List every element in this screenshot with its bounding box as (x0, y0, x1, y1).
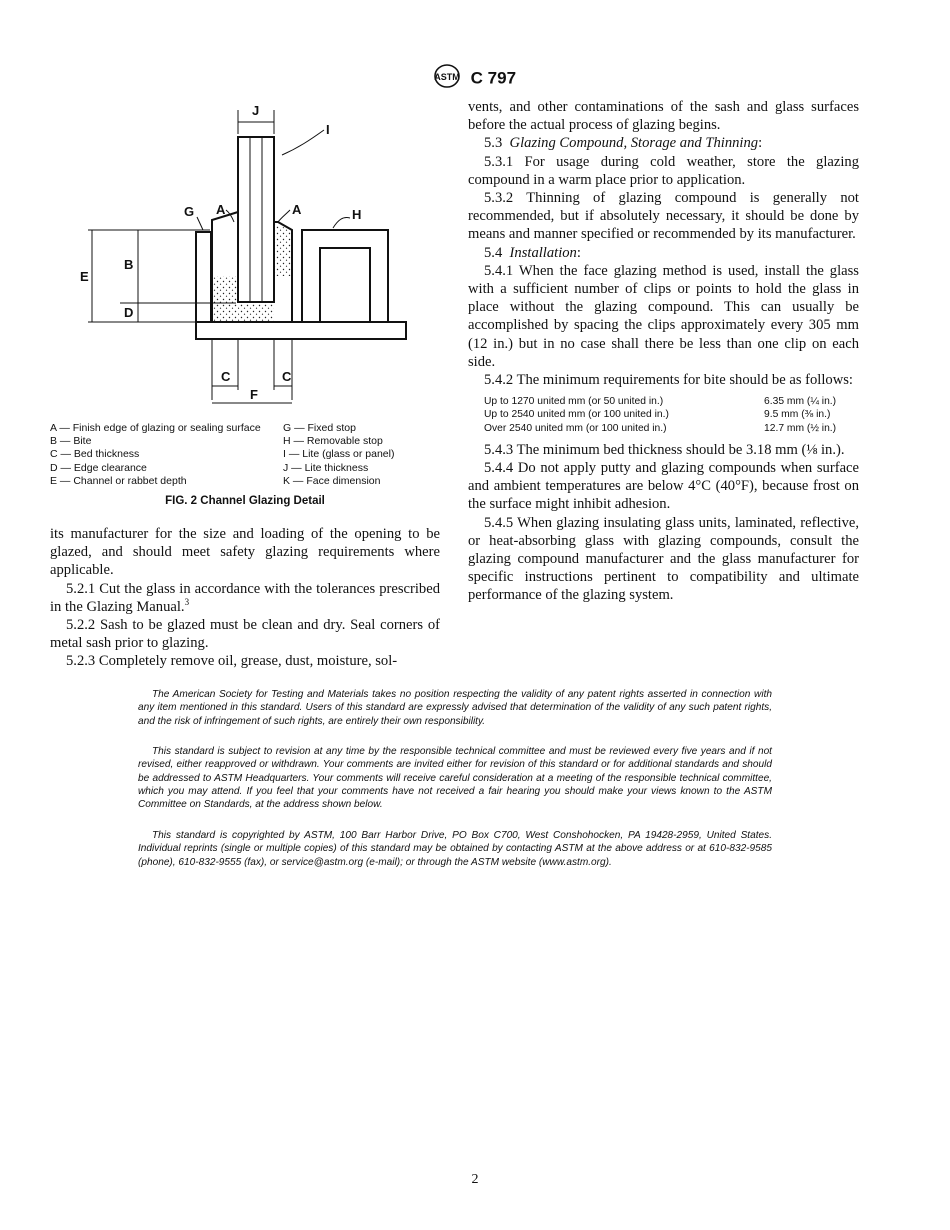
paragraph: 5.4.2 The minimum requirements for bite should be as follows: (484, 372, 853, 389)
table-cell: 9.5 mm (⅜ in.) (764, 409, 831, 421)
legend-item: D — Edge clearance (50, 461, 147, 474)
legend-item: E — Channel or rabbet depth (50, 474, 187, 487)
table-row (484, 422, 859, 435)
channel-glazing-diagram (60, 100, 440, 420)
paragraph: 5.2.3 Completely remove oil, grease, dust, moisture, sol- (66, 653, 398, 670)
table-row (484, 408, 859, 421)
right-column (468, 98, 859, 605)
paragraph: 5.3.1 For usage during cold weather, store the glazing compound in a warm place prior to application. (468, 153, 859, 188)
patent-notice: The American Society for Testing and Materials takes no position respecting the validity of any patent rights asserted in connection with any item mentioned in this standard. Users of this standard are expressly advised that determination of the validity of any such patent rights, and the risk of infringement of such rights, are entirely their own responsibility. (138, 689, 772, 727)
label-j: J (252, 103, 260, 118)
left-column (50, 525, 440, 671)
table-cell: Over 2540 united mm (or 100 united in.) (484, 422, 667, 434)
table-row (484, 395, 859, 408)
legend-item: J — Lite thickness (283, 461, 369, 474)
legend-item: G — Fixed stop (283, 422, 356, 434)
paragraph: 5.2.1 Cut the glass in accordance with the tolerances prescribed in the Glazing Manual.$^3$ (50, 580, 440, 615)
sash-base (196, 322, 406, 339)
label-e: E (80, 269, 89, 284)
revision-notice: This standard is subject to revision at any time by the responsible technical committee and must be reviewed every five years and if not revised, either reapproved or withdrawn. Your comments are invited either for revision of this standard or for additional standards and should be addressed to ASTM Headquarters. Your comments will receive careful consideration at a meeting of the responsible technical committee, which you may attend. If you feel that your comments have not received a fair hearing you should make your views known to the ASTM Committee on Standards, at the address shown below. (138, 746, 772, 811)
removable-stop (302, 230, 388, 322)
label-c2: C (282, 369, 292, 384)
paragraph: vents, and other contaminations of the sash and glass surfaces before the actual process of glazing begins. (468, 99, 859, 134)
legend-item: H — Removable stop (283, 435, 383, 448)
glass-lite (238, 137, 274, 302)
label-a2: A (292, 202, 302, 217)
paragraph: 5.4.3 The minimum bed thickness should be 3.18 mm (⅛ in.). (484, 441, 845, 458)
paragraph: 5.4.4 Do not apply putty and glazing compounds when surface and ambient temperatures are below 4°C (40°F), because frost on the surface might inhibit adhesion. (468, 460, 859, 513)
paragraph: 5.2.2 Sash to be glazed must be clean and dry. Seal corners of metal sash prior to glazing. (50, 617, 440, 652)
legend-item: C — Bed thickness (50, 448, 140, 461)
label-f: F (250, 387, 258, 402)
label-h: H (352, 207, 362, 222)
table-cell: 12.7 mm (½ in.) (764, 422, 837, 434)
page-number: 2 (471, 1172, 479, 1187)
label-b: B (124, 257, 134, 272)
label-c1: C (221, 369, 231, 384)
table-cell: Up to 1270 united mm (or 50 united in.) (484, 396, 664, 408)
page-header (0, 64, 950, 93)
label-a1: A (216, 202, 226, 217)
paragraph: 5.4.1 When the face glazing method is used, install the glass with a sufficient number of clips or points to hold the glass in place without the glazing compound. This can usually be accomplished by spacing the clips approximately every 305 mm (12 in.) but in no case shall there be less than one clip on each side. (468, 262, 859, 370)
legend-item: A — Finish edge of glazing or sealing surface (50, 422, 261, 434)
paragraph: its manufacturer for the size and loading of the opening to be glazed, and should meet safety glazing requirements where applicable. (50, 526, 440, 579)
glazing-compound-right (275, 223, 291, 276)
legend-item: I — Lite (glass or panel) (283, 448, 395, 461)
bite-table (484, 395, 859, 435)
glazing-compound-bottom (238, 303, 274, 322)
svg-text:ASTM: ASTM (434, 72, 460, 82)
fixed-stop (196, 232, 211, 322)
paragraph: 5.4.5 When glazing insulating glass units, laminated, reflective, or heat-absorbing glass with glazing compounds, consult the glazing compound manufacturer and the glass manufacturer for specific instructions pertinent to compatibility and ultimate performance of the glazing system. (468, 514, 859, 604)
section-heading: 5.3 Glazing Compound, Storage and Thinning: (484, 135, 763, 152)
figure-caption: FIG. 2 Channel Glazing Detail (165, 495, 325, 507)
legend-item: K — Face dimension (283, 474, 381, 487)
legend-item: B — Bite (50, 435, 92, 448)
designation: C 797 (470, 68, 517, 88)
section-heading: 5.4 Installation: (484, 244, 581, 261)
label-g: G (184, 204, 195, 219)
table-cell: 6.35 mm (¼ in.) (764, 396, 837, 408)
copyright-notice: This standard is copyrighted by ASTM, 100 Barr Harbor Drive, PO Box C700, West Conshohocken, PA 19428-2959, United States. Individual reprints (single or multiple copies) of this standard may be obtained by contacting ASTM at the above address or at 610-832-9585 (phone), 610-832-9555 (fax), or service@astm.org (e-mail); or through the ASTM website (www.astm.org). (138, 830, 772, 868)
table-cell: Up to 2540 united mm (or 100 united in.) (484, 409, 669, 421)
paragraph: 5.3.2 Thinning of glazing compound is generally not recommended, but if absolutely necessary, it should be done by means and manner specified or recommended by its manufacturer. (468, 190, 859, 243)
astm-logo (434, 64, 460, 93)
channel-glazing-figure (60, 100, 440, 420)
label-d: D (124, 305, 134, 320)
glazing-compound-left (213, 276, 237, 322)
label-i: I (326, 122, 330, 137)
